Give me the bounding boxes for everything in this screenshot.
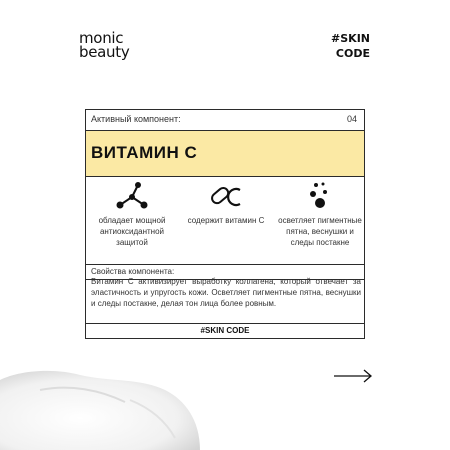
tagline (331, 31, 370, 61)
ingredient-title: ВИТАМИН С (91, 143, 198, 162)
benefit-caption: осветляет пигментные пятна, веснушки и следы постакне (278, 216, 362, 247)
ingredient-description: Витамин С активизирует выработку коллагена, который отвечает за эластичность и упругость кожи. Осветляет пигментные пятна, веснушки и следы постакне, делая тон лица более ровным. (91, 277, 361, 308)
benefit-brightening (274, 177, 366, 265)
properties-label: Свойства компонента: (91, 267, 175, 276)
footer-hashtag: #SKIN CODE (200, 326, 250, 335)
vitamin-c-icon (206, 181, 246, 213)
benefit-caption: обладает мощной антиоксидантной защитой (98, 216, 166, 247)
card-header (86, 110, 364, 131)
tagline-line-1: #SKIN (331, 32, 370, 45)
molecule-icon (112, 181, 152, 213)
card-header-label: Активный компонент: (91, 114, 181, 124)
benefit-vitamin (180, 177, 272, 265)
title-band (86, 131, 364, 177)
ingredient-card (85, 109, 365, 339)
benefits-row (86, 177, 364, 265)
brand-line-2: beauty (79, 43, 130, 61)
card-footer (86, 323, 364, 338)
arrow-right-icon[interactable] (333, 369, 373, 383)
benefit-caption: содержит витамин С (187, 216, 265, 225)
brand-logo (79, 31, 129, 59)
spots-icon (300, 181, 340, 213)
card-number: 04 (346, 114, 357, 124)
tagline-line-2: CODE (335, 47, 370, 60)
benefit-antioxidant (86, 177, 178, 265)
cream-texture-image (0, 360, 200, 450)
brand-line-1: monic (79, 29, 124, 47)
